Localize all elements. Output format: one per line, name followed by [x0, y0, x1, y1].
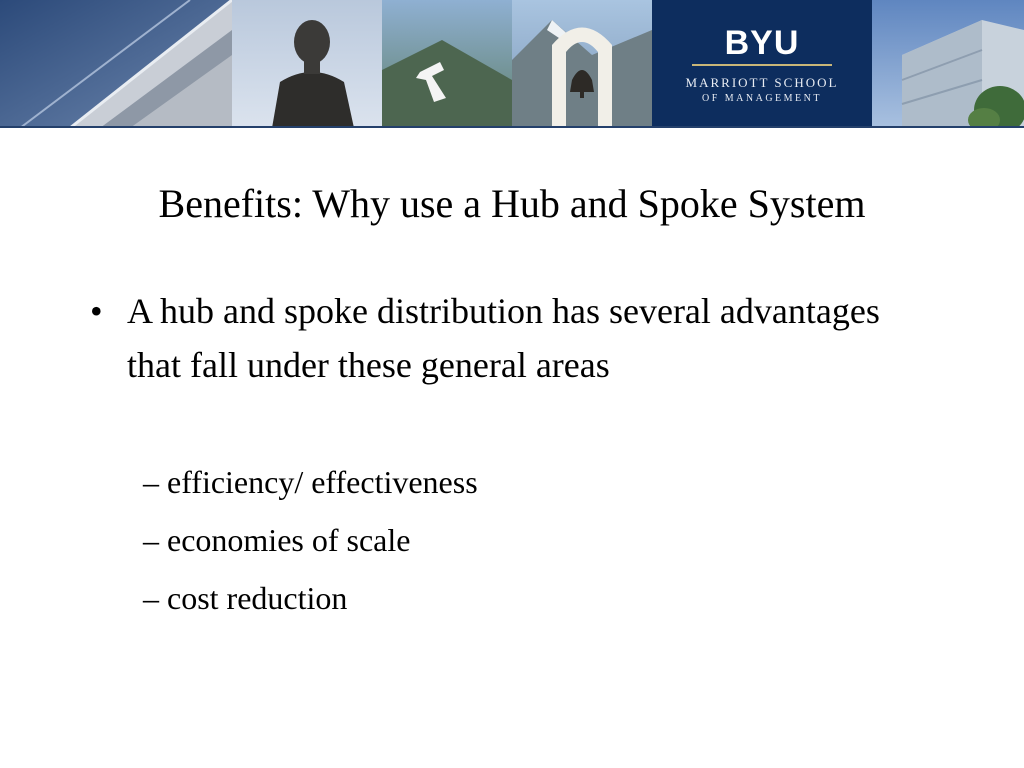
building-photo	[0, 0, 232, 128]
logo-unit-name: OF MANAGEMENT	[702, 93, 822, 104]
logo-school-name: MARRIOTT SCHOOL	[685, 75, 839, 90]
logo-divider	[692, 64, 832, 66]
sub-bullet-marker: –	[143, 464, 159, 500]
statue-photo	[232, 0, 382, 128]
header-banner	[0, 0, 1024, 128]
bullet-marker: •	[90, 291, 103, 331]
y-mountain-photo	[382, 0, 512, 128]
byu-marriott-logo	[652, 0, 872, 128]
logo-wordmark: BYU	[724, 24, 800, 62]
banner-divider	[0, 126, 1024, 128]
bullet-item	[90, 284, 890, 392]
slide-title: Benefits: Why use a Hub and Spoke System	[158, 181, 866, 226]
sub-bullet-item	[143, 569, 843, 627]
bullet-text: A hub and spoke distribution has several advantages that fall under these general areas	[127, 291, 880, 385]
sub-bullet-marker: –	[143, 580, 159, 616]
sub-bullet-text: efficiency/ effectiveness	[167, 464, 478, 500]
sub-bullet-marker: –	[143, 522, 159, 558]
sub-bullet-list	[143, 453, 843, 627]
bell-tower-photo	[512, 0, 652, 128]
sub-bullet-text: economies of scale	[167, 522, 411, 558]
sub-bullet-item	[143, 453, 843, 511]
sub-bullet-item	[143, 511, 843, 569]
sub-bullet-text: cost reduction	[167, 580, 348, 616]
campus-building-photo	[872, 0, 1024, 128]
